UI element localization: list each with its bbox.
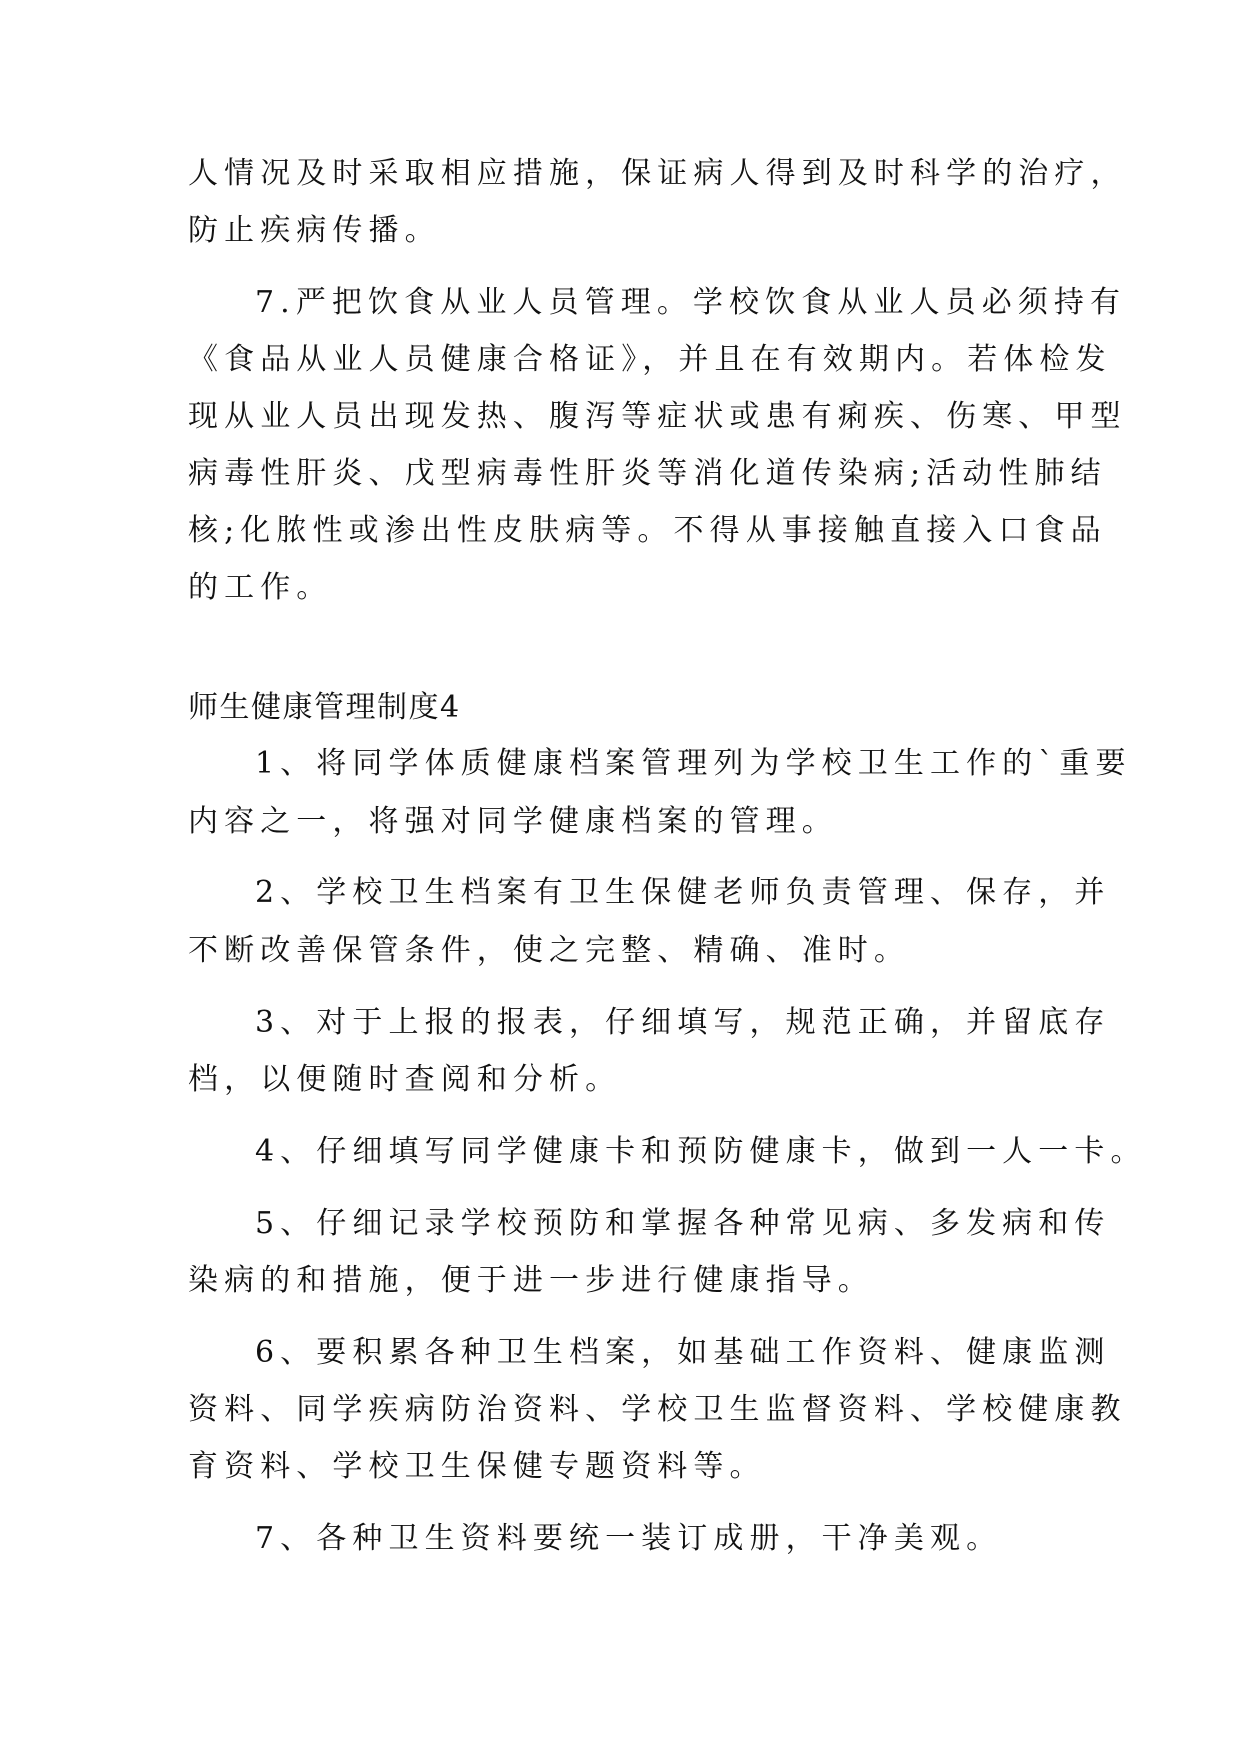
text-line: 6、要积累各种卫生档案，如基础工作资料、健康监测: [255, 1335, 1111, 1370]
text-line: 核;化脓性或渗出性皮肤病等。不得从事接触直接入口食品: [188, 513, 1107, 548]
text-line: 染病的和措施，便于进一步进行健康指导。: [188, 1263, 874, 1298]
section-heading: 师生健康管理制度4: [188, 690, 461, 725]
text-line: 病毒性肝炎、戊型病毒性肝炎等消化道传染病;活动性肺结: [188, 456, 1107, 491]
text-line: 内容之一，将强对同学健康档案的管理。: [188, 804, 838, 839]
text-line: 5、仔细记录学校预防和掌握各种常见病、多发病和传: [255, 1206, 1111, 1241]
text-line: 防止疾病传播。: [188, 213, 441, 248]
text-line: 不断改善保管条件，使之完整、精确、准时。: [188, 933, 910, 968]
text-line: 7.严把饮食从业人员管理。学校饮食从业人员必须持有: [255, 285, 1127, 320]
text-line: 育资料、学校卫生保健专题资料等。: [188, 1449, 766, 1484]
text-line: 4、仔细填写同学健康卡和预防健康卡，做到一人一卡。: [255, 1134, 1147, 1169]
text-line: 《食品从业人员健康合格证》，并且在有效期内。若体检发: [188, 342, 1112, 377]
text-line: 现从业人员出现发热、腹泻等症状或患有痢疾、伤寒、甲型: [188, 399, 1127, 434]
text-line: 档，以便随时查阅和分析。: [188, 1062, 622, 1097]
text-line: 3、对于上报的报表，仔细填写，规范正确，并留底存: [255, 1005, 1111, 1040]
text-line: 人情况及时采取相应措施，保证病人得到及时科学的治疗，: [188, 156, 1127, 191]
text-line: 资料、同学疾病防治资料、学校卫生监督资料、学校健康教: [188, 1392, 1127, 1427]
text-line: 的工作。: [188, 570, 333, 605]
text-line: 2、学校卫生档案有卫生保健老师负责管理、保存，并: [255, 875, 1111, 910]
text-line: 7、各种卫生资料要统一装订成册，干净美观。: [255, 1521, 1003, 1556]
text-line: 1、将同学体质健康档案管理列为学校卫生工作的`重要: [255, 746, 1132, 781]
